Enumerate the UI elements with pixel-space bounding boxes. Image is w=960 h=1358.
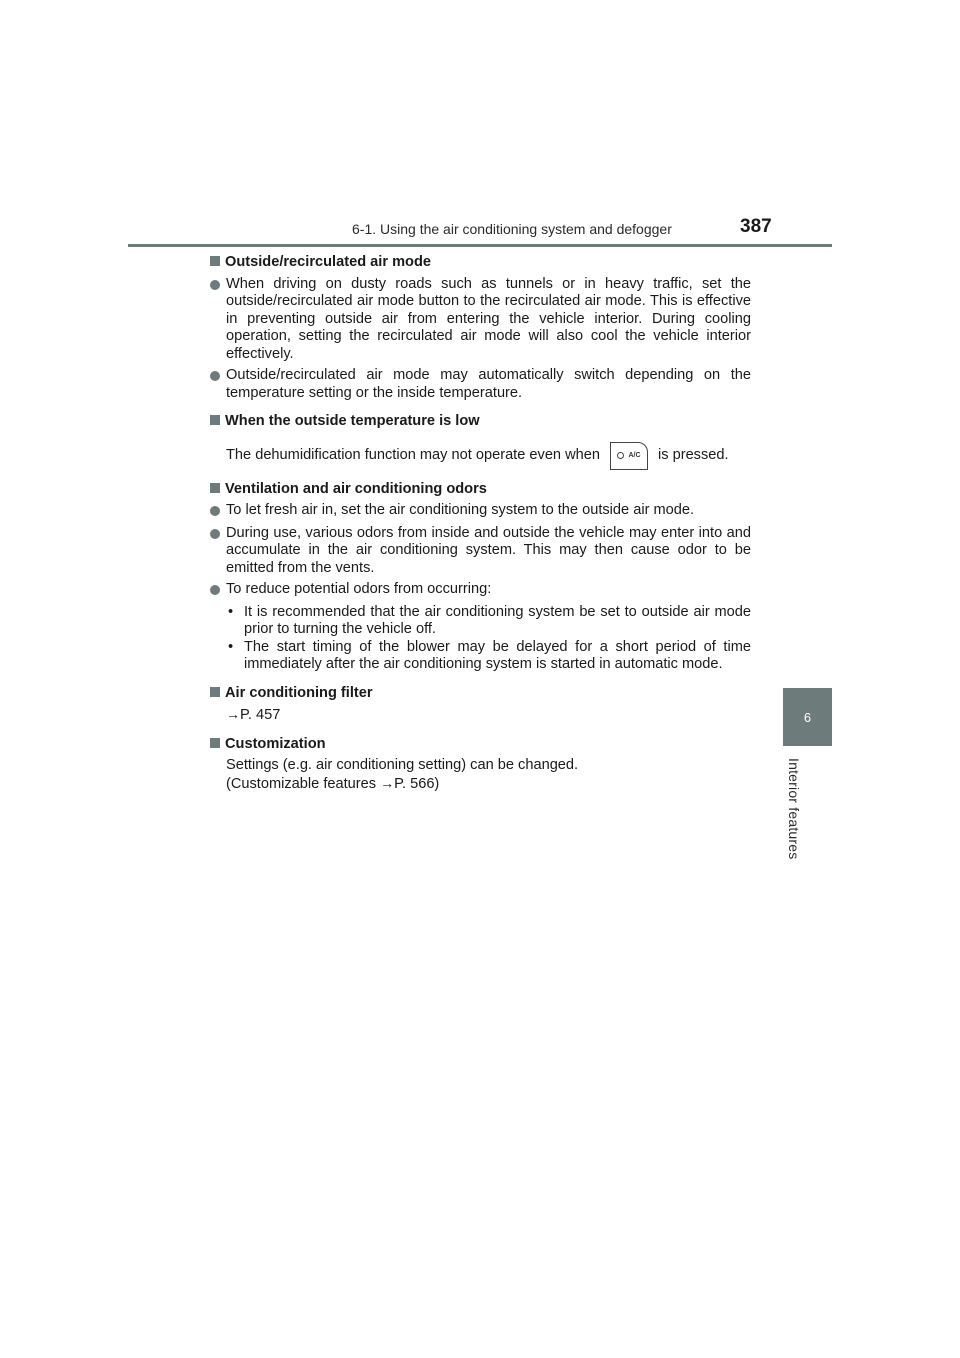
list-item	[210, 276, 751, 364]
page-content	[210, 254, 751, 793]
circle-bullet-icon	[210, 367, 226, 402]
section-heading-outside-recirc	[210, 254, 751, 272]
customization-prefix: (Customizable features	[226, 775, 377, 792]
circle-bullet-icon	[210, 525, 226, 578]
indicator-light-icon	[617, 452, 624, 459]
list-item-text: During use, various odors from inside and outside the vehicle may enter into and accumulate in the air conditioning system. This may then cause odor to be emitted from the vents.	[226, 524, 751, 576]
list-item	[210, 581, 751, 600]
page-number: 387	[740, 216, 772, 237]
square-bullet-icon	[210, 415, 220, 425]
circle-bullet-icon	[210, 276, 226, 364]
square-bullet-icon	[210, 687, 220, 697]
sub-list-item-text: It is recommended that the air conditioning system be set to outside air mode prior to turning the vehicle off.	[244, 603, 751, 637]
chapter-title: Interior features	[786, 758, 802, 860]
arrow-right-icon: →	[380, 774, 395, 791]
list-item-text: When driving on dusty roads such as tunnels or in heavy traffic, set the outside/recirculated air mode button to the recirculated air mode. This is effective in preventing outside air from entering the vehicle interior. During cooling operation, setting the recirculated air mode will also cool the vehicle interior effectively.	[226, 275, 751, 362]
sub-list-item-text: The start timing of the blower may be delayed for a short period of time immediately after the air conditioning system is started in automatic mode.	[244, 638, 751, 672]
sub-list-item	[210, 604, 751, 639]
header-section-title: 6-1. Using the air conditioning system and defogger	[352, 221, 672, 237]
page-reference-link[interactable]: P. 566)	[394, 775, 440, 792]
sub-list-item	[210, 639, 751, 674]
section-heading-odors	[210, 481, 751, 499]
section-heading-filter	[210, 685, 751, 703]
heading-text: Air conditioning filter	[225, 684, 373, 701]
chapter-number: 6	[803, 710, 812, 725]
circle-bullet-icon	[210, 502, 226, 521]
square-bullet-icon	[210, 256, 220, 266]
paragraph-text: is pressed.	[658, 446, 729, 463]
list-item-text: Outside/recirculated air mode may automatically switch depending on the temperature setting or the inside temperature.	[226, 367, 751, 401]
section-heading-low-temp	[210, 413, 751, 431]
header-divider	[128, 244, 832, 247]
chapter-tab	[783, 688, 832, 746]
list-item-text: To reduce potential odors from occurring:	[226, 581, 492, 597]
arrow-right-icon: →	[226, 706, 240, 722]
square-bullet-icon	[210, 483, 220, 493]
page-reference-link[interactable]: P. 457	[240, 707, 281, 723]
customization-line-2	[210, 775, 751, 794]
list-item	[210, 525, 751, 578]
list-item-text: To let fresh air in, set the air conditioning system to the outside air mode.	[226, 502, 695, 518]
dot-bullet-icon: •	[228, 603, 234, 620]
dot-bullet-icon: •	[228, 638, 234, 655]
page-reference	[210, 706, 751, 725]
heading-text: When the outside temperature is low	[225, 413, 480, 429]
ac-button-icon	[610, 442, 648, 470]
list-item	[210, 367, 751, 402]
paragraph-text: The dehumidification function may not operate even when	[226, 446, 600, 463]
list-item	[210, 502, 751, 521]
ac-button-label: A/C	[628, 451, 641, 459]
heading-text: Ventilation and air conditioning odors	[225, 480, 487, 497]
section-heading-customization	[210, 736, 751, 754]
heading-text: Outside/recirculated air mode	[225, 254, 432, 270]
customization-line-1: Settings (e.g. air conditioning setting) can be changed.	[226, 757, 579, 773]
circle-bullet-icon	[210, 581, 226, 600]
low-temp-paragraph	[210, 442, 751, 470]
heading-text: Customization	[225, 735, 326, 752]
square-bullet-icon	[210, 738, 220, 748]
